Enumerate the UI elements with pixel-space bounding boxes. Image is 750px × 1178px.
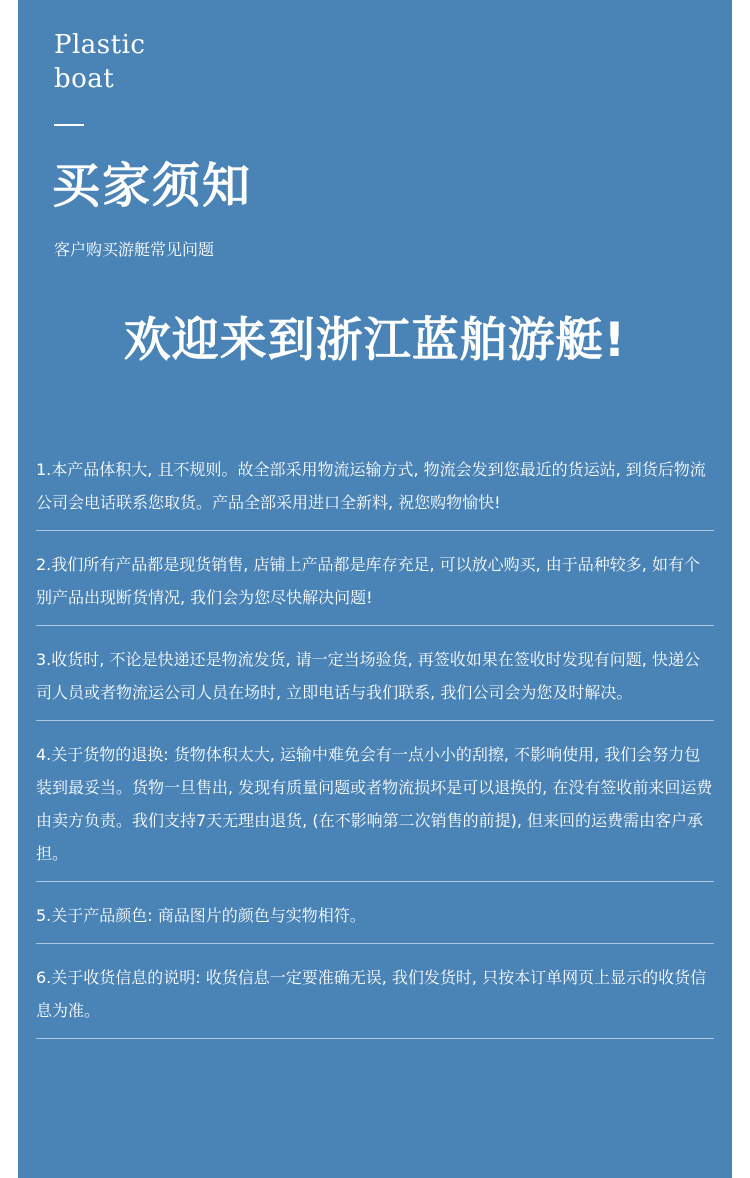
page-title: 买家须知: [52, 158, 253, 214]
notice-item: 5.关于产品颜色: 商品图片的颜色与实物相符。: [36, 898, 714, 944]
notice-list: [36, 452, 714, 1055]
notice-item: 4.关于货物的退换: 货物体积太大, 运输中难免会有一点小小的刮擦, 不影响使用, 我们会努力包装到最妥当。货物一旦售出, 发现有质量问题或者物流损坏是可以退换的, 在没有签收前来回运费由卖方负责。我们支持7天无理由退货, (在不影响第二次销售的前提), 但来回的运费需由客户承担。: [36, 737, 714, 882]
brand-line-1: Plastic: [54, 30, 146, 60]
brand-line-2: boat: [54, 64, 115, 94]
notice-item: 3.收货时, 不论是快递还是物流发货, 请一定当场验货, 再签收如果在签收时发现有问题, 快递公司人员或者物流运公司人员在场时, 立即电话与我们联系, 我们公司会为您及时解决。: [36, 642, 714, 721]
brand-logo-text: [54, 28, 145, 96]
divider-dash: [54, 124, 84, 126]
welcome-heading: 欢迎来到浙江蓝舶游艇!: [123, 313, 627, 368]
notice-item: 1.本产品体积大, 且不规则。故全部采用物流运输方式, 物流会发到您最近的货运站, 到货后物流公司会电话联系您取货。产品全部采用进口全新料, 祝您购物愉快!: [36, 452, 714, 531]
notice-item: 6.关于收货信息的说明: 收货信息一定要准确无误, 我们发货时, 只按本订单网页上显示的收货信息为准。: [36, 960, 714, 1039]
page-subtitle: 客户购买游艇常见问题: [54, 240, 215, 259]
notice-item: 2.我们所有产品都是现货销售, 店铺上产品都是库存充足, 可以放心购买, 由于品种较多, 如有个别产品出现断货情况, 我们会为您尽快解决问题!: [36, 547, 714, 626]
notice-panel: [18, 0, 732, 1178]
